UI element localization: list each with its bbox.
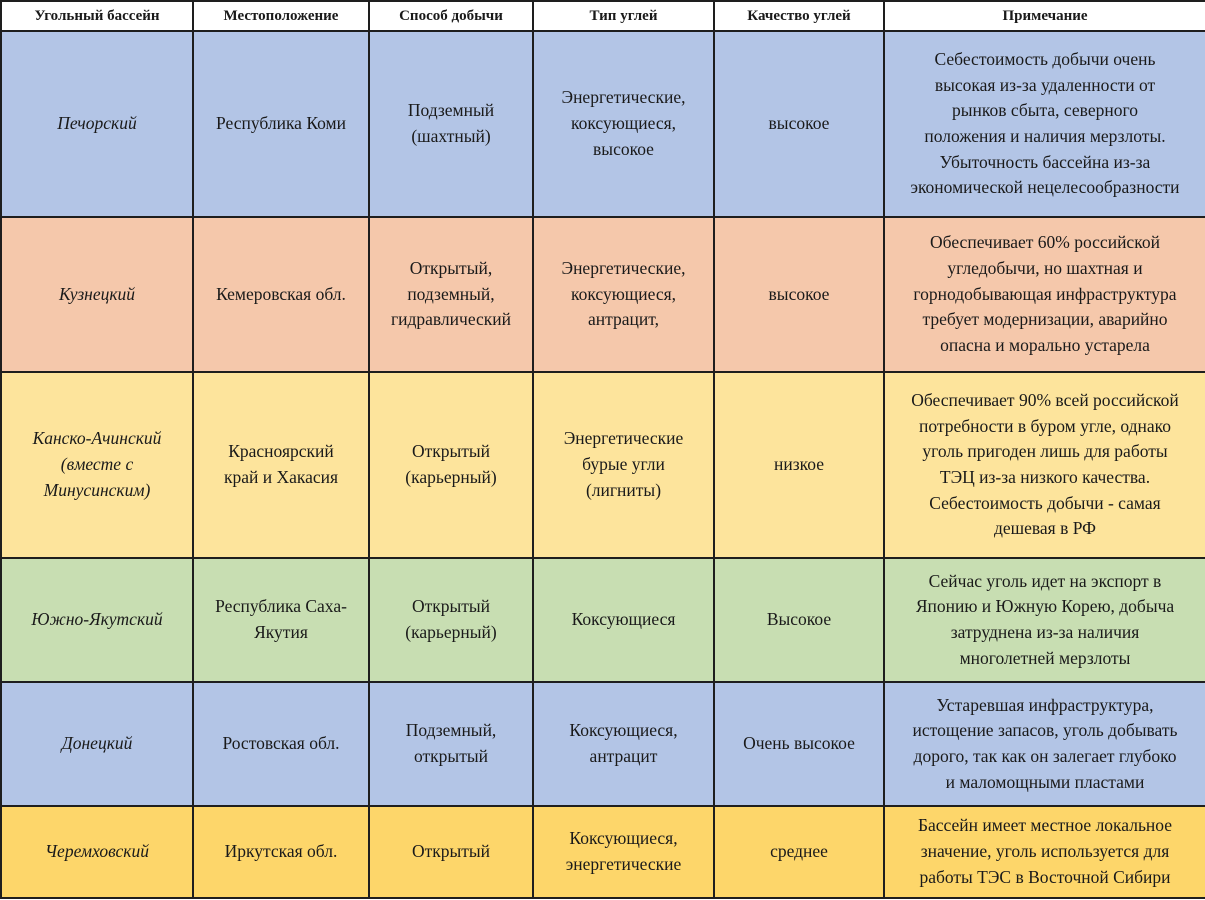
- cell-text-line: Подземный: [407, 100, 495, 121]
- cell-text-line: Кузнецкий: [58, 283, 136, 304]
- basin-cell: [1, 682, 193, 806]
- coal-type-cell: [533, 682, 714, 806]
- location-cell: [193, 217, 369, 372]
- location-cell: [193, 806, 369, 898]
- cell-text-line: Ростовская обл.: [222, 733, 340, 754]
- method-cell: [369, 217, 533, 372]
- cell-text-line: высокое: [768, 283, 830, 304]
- cell-text-line: Печорский: [57, 113, 137, 134]
- note-cell: [884, 806, 1205, 898]
- coal-type-cell: [533, 31, 714, 217]
- cell-text-line: Убыточность бассейна из-за: [939, 151, 1151, 172]
- quality-cell: [714, 806, 884, 898]
- cell-text-line: Открытый: [411, 596, 491, 617]
- location-cell: [193, 372, 369, 558]
- table-row: [1, 806, 1205, 898]
- coal-type-cell: [533, 558, 714, 682]
- coal-type-cell: [533, 217, 714, 372]
- cell-text-line: Открытый: [411, 841, 491, 862]
- cell-text-line: истощение запасов, уголь добывать: [912, 720, 1178, 741]
- cell-text-line: антрацит,: [588, 309, 659, 330]
- table-row: [1, 372, 1205, 558]
- cell-text-line: антрацит: [589, 746, 658, 766]
- cell-text-line: Коксующиеся,: [569, 828, 678, 849]
- cell-text-line: Японию и Южную Корею, добыча: [915, 596, 1175, 617]
- cell-text-line: (карьерный): [405, 467, 497, 487]
- cell-text-line: Себестоимость добычи очень: [934, 48, 1156, 69]
- location-cell: [193, 31, 369, 217]
- cell-text-line: Черемховский: [45, 841, 149, 862]
- cell-text-line: угледобычи, но шахтная и: [947, 257, 1143, 278]
- cell-text-line: Энергетические,: [561, 257, 686, 278]
- cell-text-line: Себестоимость добычи - самая: [929, 492, 1161, 513]
- cell-text-line: бурые угли: [582, 454, 665, 475]
- cell-text-line: экономической нецелесообразности: [910, 177, 1180, 198]
- cell-text-line: дорого, так как он залегает глубоко: [913, 746, 1177, 766]
- table-row: [1, 217, 1205, 372]
- cell-text-line: Якутия: [254, 622, 308, 642]
- cell-text-line: (лигниты): [585, 479, 662, 500]
- basin-cell: [1, 372, 193, 558]
- cell-text-line: высокая из-за удаленности от: [934, 74, 1156, 95]
- quality-cell: [714, 217, 884, 372]
- cell-text-line: коксующиеся,: [570, 283, 677, 304]
- table-row: [1, 31, 1205, 217]
- cell-text-line: Иркутская обл.: [224, 841, 338, 862]
- method-cell: [369, 372, 533, 558]
- cell-text-line: Открытый,: [409, 257, 493, 278]
- cell-text-line: Обеспечивает 90% всей российской: [911, 389, 1179, 410]
- cell-text-line: (шахтный): [411, 126, 491, 146]
- cell-text-line: подземный,: [407, 283, 495, 304]
- coal-type-cell: [533, 372, 714, 558]
- cell-text-line: (вместе с: [60, 454, 134, 475]
- cell-text-line: среднее: [770, 841, 828, 862]
- cell-text-line: многолетней мерзлоты: [959, 647, 1131, 668]
- method-cell: [369, 31, 533, 217]
- cell-text-line: дешевая в РФ: [993, 518, 1097, 539]
- quality-cell: [714, 31, 884, 217]
- cell-text-line: Очень высокое: [743, 733, 855, 754]
- note-cell: [884, 31, 1205, 217]
- cell-text-line: значение, уголь используется для: [920, 841, 1170, 862]
- cell-text-line: Коксующиеся,: [569, 720, 678, 741]
- table-row: [1, 682, 1205, 806]
- cell-text-line: (карьерный): [405, 622, 497, 642]
- basin-cell: [1, 217, 193, 372]
- cell-text-line: потребности в буром угле, однако: [918, 415, 1172, 436]
- basin-cell: [1, 31, 193, 217]
- cell-text-line: положения и наличия мерзлоты.: [924, 126, 1166, 146]
- cell-text-line: высокое: [768, 113, 830, 134]
- coal-type-cell: [533, 806, 714, 898]
- quality-cell: [714, 372, 884, 558]
- cell-text-line: высокое: [593, 138, 654, 159]
- cell-text-line: Бассейн имеет местное локальное: [917, 815, 1173, 836]
- note-cell: [884, 372, 1205, 558]
- cell-text-line: Республика Коми: [216, 113, 346, 134]
- cell-text-line: Кемеровская обл.: [216, 283, 346, 304]
- location-cell: [193, 558, 369, 682]
- header-note: Примечание: [884, 1, 1205, 31]
- cell-text-line: Сейчас уголь идет на экспорт в: [928, 570, 1162, 591]
- cell-text-line: энергетические: [565, 854, 682, 874]
- method-cell: [369, 682, 533, 806]
- cell-text-line: работы ТЭС в Восточной Сибири: [919, 866, 1171, 887]
- header-method: Способ добычи: [369, 1, 533, 31]
- cell-text-line: Донецкий: [61, 733, 133, 754]
- cell-text-line: Открытый: [411, 441, 491, 462]
- cell-text-line: гидравлический: [390, 309, 512, 330]
- quality-cell: [714, 558, 884, 682]
- table-row: [1, 558, 1205, 682]
- cell-text-line: Устаревшая инфраструктура,: [936, 694, 1154, 715]
- method-cell: [369, 558, 533, 682]
- cell-text-line: затруднена из-за наличия: [950, 622, 1140, 642]
- cell-text-line: Красноярский: [228, 441, 334, 462]
- header-basin: Угольный бассейн: [1, 1, 193, 31]
- table-body: [1, 31, 1205, 898]
- cell-text-line: коксующиеся,: [570, 113, 677, 134]
- cell-text-line: Энергетические,: [561, 87, 686, 108]
- cell-text-line: и маломощными пластами: [945, 771, 1145, 792]
- cell-text-line: опасна и морально устарела: [940, 335, 1150, 356]
- note-cell: [884, 217, 1205, 372]
- method-cell: [369, 806, 533, 898]
- header-coal-type: Тип углей: [533, 1, 714, 31]
- cell-text-line: ТЭЦ из-за низкого качества.: [939, 467, 1151, 487]
- cell-text-line: край и Хакасия: [223, 467, 339, 487]
- cell-text-line: Высокое: [766, 609, 832, 630]
- cell-text-line: Обеспечивает 60% российской: [930, 232, 1160, 253]
- cell-text-line: Южно-Якутский: [31, 609, 163, 630]
- note-cell: [884, 682, 1205, 806]
- header-row: [1, 1, 1205, 31]
- header-quality: Качество углей: [714, 1, 884, 31]
- header-location: Местоположение: [193, 1, 369, 31]
- cell-text-line: Минусинским): [43, 479, 151, 500]
- cell-text-line: Подземный,: [405, 720, 497, 741]
- cell-text-line: Энергетические: [563, 428, 684, 449]
- cell-text-line: низкое: [774, 454, 824, 475]
- location-cell: [193, 682, 369, 806]
- cell-text-line: Канско-Ачинский: [32, 428, 162, 449]
- quality-cell: [714, 682, 884, 806]
- cell-text-line: уголь пригоден лишь для работы: [922, 441, 1168, 462]
- cell-text-line: требует модернизации, аварийно: [922, 309, 1168, 330]
- cell-text-line: рынков сбыта, северного: [952, 100, 1138, 121]
- basin-cell: [1, 558, 193, 682]
- note-cell: [884, 558, 1205, 682]
- cell-text-line: открытый: [414, 746, 488, 766]
- basin-cell: [1, 806, 193, 898]
- cell-text-line: Коксующиеся: [571, 609, 676, 630]
- cell-text-line: горнодобывающая инфраструктура: [913, 283, 1177, 304]
- cell-text-line: Республика Саха-: [215, 596, 347, 617]
